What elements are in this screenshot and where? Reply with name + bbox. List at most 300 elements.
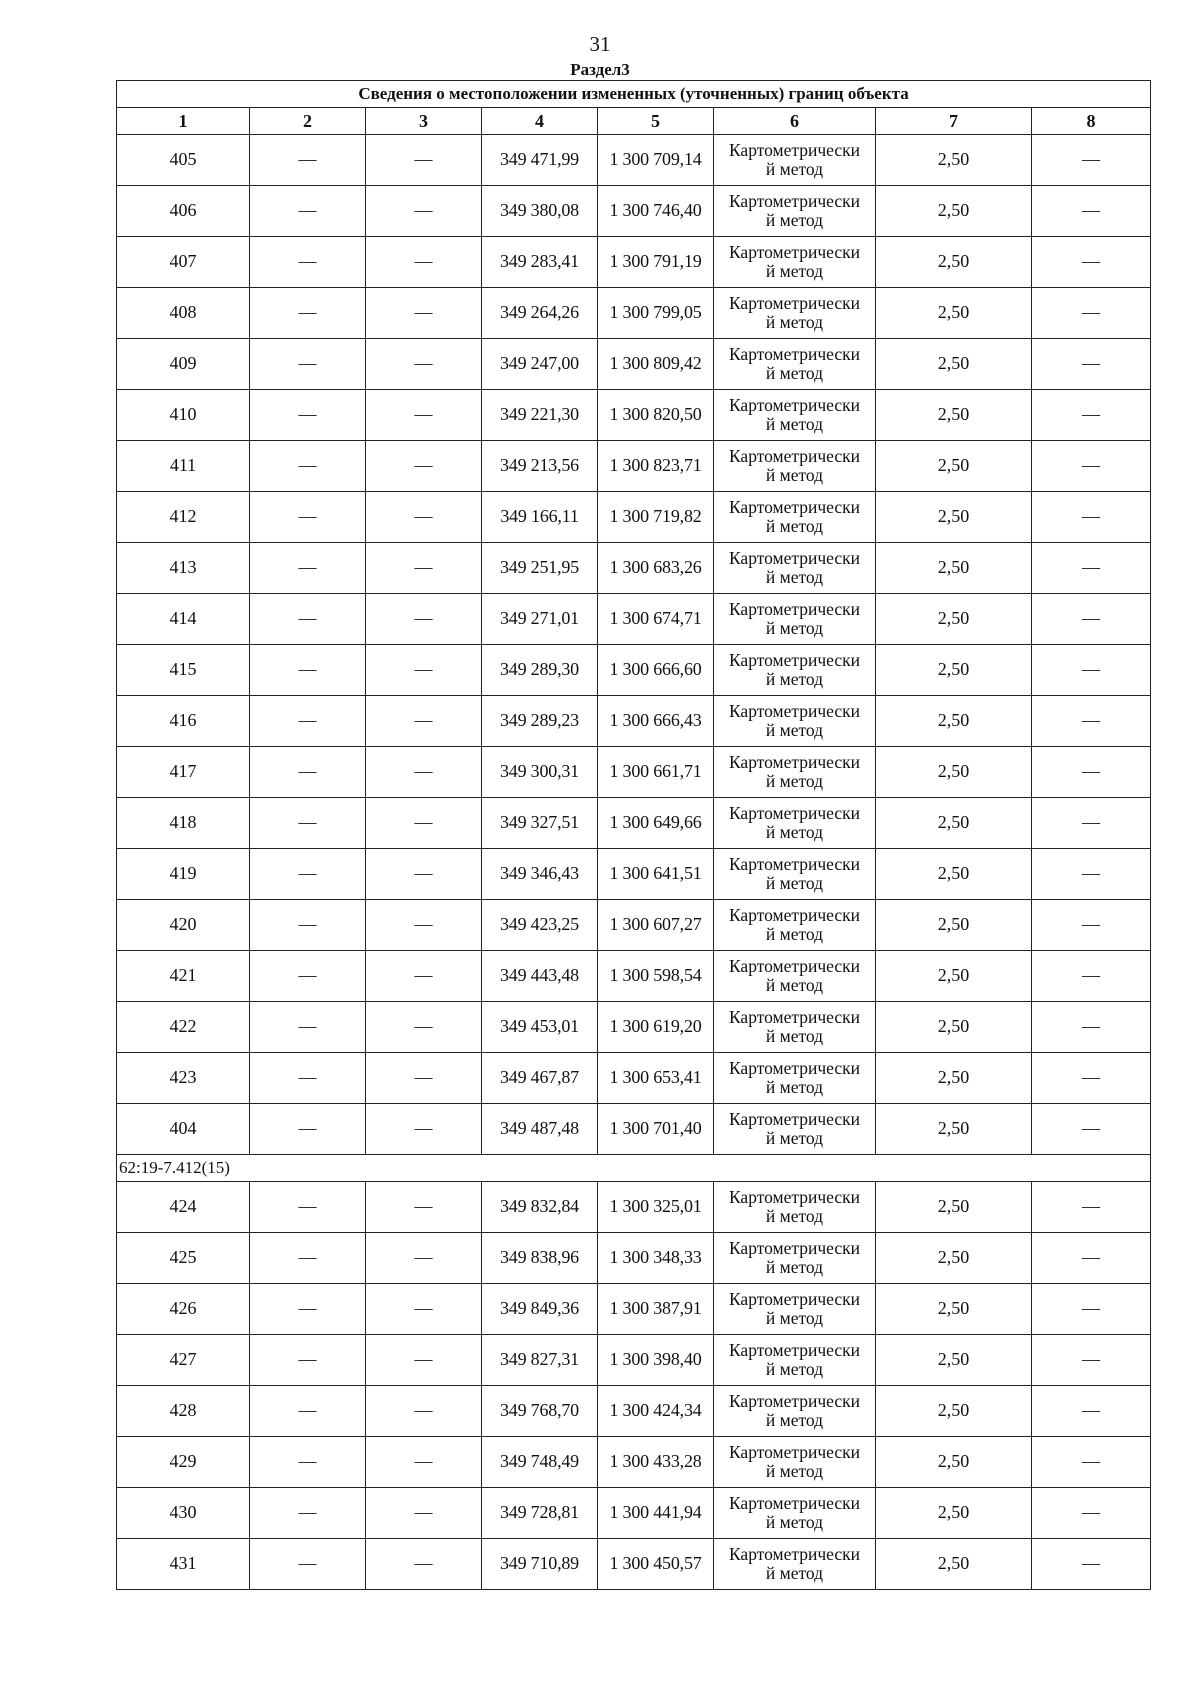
description-cell: — — [1032, 1386, 1151, 1437]
method-line-2: й метод — [765, 1512, 824, 1532]
accuracy-cell: 2,50 — [876, 747, 1032, 798]
table-row — [117, 543, 1151, 594]
method-line-2: й метод — [765, 1308, 824, 1328]
new-x-cell: 349 849,36 — [482, 1284, 598, 1335]
method-line-1: Картометрически — [728, 1237, 861, 1258]
method-line-2: й метод — [765, 261, 824, 281]
old-y-cell: — — [366, 1233, 482, 1284]
method-cell — [714, 186, 876, 237]
new-x-cell: 349 443,48 — [482, 951, 598, 1002]
point-number-cell: 424 — [117, 1182, 250, 1233]
table-row — [117, 798, 1151, 849]
old-x-cell: — — [250, 1233, 366, 1284]
description-cell: — — [1032, 645, 1151, 696]
column-number: 7 — [876, 108, 1032, 135]
method-line-2: й метод — [765, 1563, 824, 1583]
new-y-cell: 1 300 820,50 — [598, 390, 714, 441]
old-x-cell: — — [250, 951, 366, 1002]
new-x-cell: 349 453,01 — [482, 1002, 598, 1053]
old-x-cell: — — [250, 492, 366, 543]
description-cell: — — [1032, 288, 1151, 339]
point-number-cell: 414 — [117, 594, 250, 645]
table-row — [117, 186, 1151, 237]
description-cell: — — [1032, 1053, 1151, 1104]
accuracy-cell: 2,50 — [876, 135, 1032, 186]
method-cell — [714, 1182, 876, 1233]
description-cell: — — [1032, 849, 1151, 900]
accuracy-cell: 2,50 — [876, 1335, 1032, 1386]
old-x-cell: — — [250, 594, 366, 645]
accuracy-cell: 2,50 — [876, 186, 1032, 237]
description-cell: — — [1032, 1539, 1151, 1590]
point-number-cell: 422 — [117, 1002, 250, 1053]
point-number-cell: 419 — [117, 849, 250, 900]
old-y-cell: — — [366, 1488, 482, 1539]
new-x-cell: 349 710,89 — [482, 1539, 598, 1590]
table-row — [117, 645, 1151, 696]
method-cell — [714, 798, 876, 849]
table-row — [117, 1386, 1151, 1437]
method-cell — [714, 288, 876, 339]
new-x-cell: 349 380,08 — [482, 186, 598, 237]
description-cell: — — [1032, 492, 1151, 543]
method-cell — [714, 696, 876, 747]
method-cell — [714, 1437, 876, 1488]
description-cell: — — [1032, 1002, 1151, 1053]
method-line-2: й метод — [765, 720, 824, 740]
old-x-cell: — — [250, 288, 366, 339]
method-line-1: Картометрически — [728, 1492, 861, 1513]
accuracy-cell: 2,50 — [876, 543, 1032, 594]
group-label: 62:19-7.412(15) — [117, 1155, 1151, 1182]
old-y-cell: — — [366, 1053, 482, 1104]
old-y-cell: — — [366, 1002, 482, 1053]
accuracy-cell: 2,50 — [876, 1284, 1032, 1335]
old-y-cell: — — [366, 747, 482, 798]
old-x-cell: — — [250, 339, 366, 390]
point-number-cell: 431 — [117, 1539, 250, 1590]
method-cell — [714, 1488, 876, 1539]
method-line-1: Картометрически — [728, 649, 861, 670]
old-x-cell: — — [250, 441, 366, 492]
table-row — [117, 492, 1151, 543]
point-number-cell: 429 — [117, 1437, 250, 1488]
method-cell — [714, 1002, 876, 1053]
method-cell — [714, 594, 876, 645]
table-row — [117, 288, 1151, 339]
old-y-cell: — — [366, 951, 482, 1002]
method-cell — [714, 747, 876, 798]
accuracy-cell: 2,50 — [876, 696, 1032, 747]
old-y-cell: — — [366, 492, 482, 543]
new-y-cell: 1 300 433,28 — [598, 1437, 714, 1488]
description-cell: — — [1032, 1104, 1151, 1155]
method-line-1: Картометрически — [728, 751, 861, 772]
column-number: 5 — [598, 108, 714, 135]
accuracy-cell: 2,50 — [876, 1104, 1032, 1155]
method-cell — [714, 1053, 876, 1104]
description-cell: — — [1032, 1182, 1151, 1233]
new-y-cell: 1 300 441,94 — [598, 1488, 714, 1539]
table-row — [117, 696, 1151, 747]
table-row — [117, 390, 1151, 441]
method-line-1: Картометрически — [728, 853, 861, 874]
point-number-cell: 420 — [117, 900, 250, 951]
old-x-cell: — — [250, 1104, 366, 1155]
description-cell: — — [1032, 798, 1151, 849]
old-y-cell: — — [366, 1539, 482, 1590]
method-line-1: Картометрически — [728, 343, 861, 364]
new-x-cell: 349 264,26 — [482, 288, 598, 339]
new-y-cell: 1 300 450,57 — [598, 1539, 714, 1590]
method-line-1: Картометрически — [728, 394, 861, 415]
point-number-cell: 405 — [117, 135, 250, 186]
point-number-cell: 411 — [117, 441, 250, 492]
accuracy-cell: 2,50 — [876, 1539, 1032, 1590]
old-x-cell: — — [250, 1335, 366, 1386]
column-number: 2 — [250, 108, 366, 135]
new-x-cell: 349 832,84 — [482, 1182, 598, 1233]
old-x-cell: — — [250, 645, 366, 696]
old-x-cell: — — [250, 798, 366, 849]
point-number-cell: 425 — [117, 1233, 250, 1284]
point-number-cell: 416 — [117, 696, 250, 747]
method-cell — [714, 900, 876, 951]
table-caption-row — [117, 81, 1151, 108]
table-row — [117, 339, 1151, 390]
method-cell — [714, 492, 876, 543]
method-line-2: й метод — [765, 363, 824, 383]
table-row — [117, 1002, 1151, 1053]
method-cell — [714, 390, 876, 441]
new-y-cell: 1 300 641,51 — [598, 849, 714, 900]
old-y-cell: — — [366, 645, 482, 696]
method-line-1: Картометрически — [728, 241, 861, 262]
table-row — [117, 441, 1151, 492]
old-y-cell: — — [366, 441, 482, 492]
point-number-cell: 406 — [117, 186, 250, 237]
point-number-cell: 415 — [117, 645, 250, 696]
old-y-cell: — — [366, 594, 482, 645]
table-row — [117, 1539, 1151, 1590]
accuracy-cell: 2,50 — [876, 645, 1032, 696]
accuracy-cell: 2,50 — [876, 390, 1032, 441]
point-number-cell: 407 — [117, 237, 250, 288]
old-x-cell: — — [250, 1284, 366, 1335]
description-cell: — — [1032, 441, 1151, 492]
new-y-cell: 1 300 387,91 — [598, 1284, 714, 1335]
accuracy-cell: 2,50 — [876, 288, 1032, 339]
new-y-cell: 1 300 398,40 — [598, 1335, 714, 1386]
method-line-1: Картометрически — [728, 1543, 861, 1564]
table-row — [117, 1488, 1151, 1539]
description-cell: — — [1032, 900, 1151, 951]
new-y-cell: 1 300 348,33 — [598, 1233, 714, 1284]
old-x-cell: — — [250, 849, 366, 900]
method-line-1: Картометрически — [728, 496, 861, 517]
new-y-cell: 1 300 719,82 — [598, 492, 714, 543]
accuracy-cell: 2,50 — [876, 798, 1032, 849]
method-cell — [714, 1335, 876, 1386]
old-y-cell: — — [366, 288, 482, 339]
accuracy-cell: 2,50 — [876, 951, 1032, 1002]
method-line-1: Картометрически — [728, 445, 861, 466]
method-line-2: й метод — [765, 924, 824, 944]
new-y-cell: 1 300 325,01 — [598, 1182, 714, 1233]
method-line-1: Картометрически — [728, 1288, 861, 1309]
description-cell: — — [1032, 543, 1151, 594]
old-y-cell: — — [366, 696, 482, 747]
method-cell — [714, 543, 876, 594]
method-line-2: й метод — [765, 312, 824, 332]
accuracy-cell: 2,50 — [876, 1053, 1032, 1104]
old-y-cell: — — [366, 390, 482, 441]
new-x-cell: 349 271,01 — [482, 594, 598, 645]
method-line-2: й метод — [765, 975, 824, 995]
method-cell — [714, 1104, 876, 1155]
new-x-cell: 349 471,99 — [482, 135, 598, 186]
table-row — [117, 900, 1151, 951]
old-y-cell: — — [366, 900, 482, 951]
method-cell — [714, 441, 876, 492]
description-cell: — — [1032, 1437, 1151, 1488]
description-cell: — — [1032, 135, 1151, 186]
accuracy-cell: 2,50 — [876, 492, 1032, 543]
new-x-cell: 349 423,25 — [482, 900, 598, 951]
method-cell — [714, 645, 876, 696]
point-number-cell: 417 — [117, 747, 250, 798]
old-y-cell: — — [366, 798, 482, 849]
method-line-2: й метод — [765, 1359, 824, 1379]
method-line-2: й метод — [765, 516, 824, 536]
new-x-cell: 349 768,70 — [482, 1386, 598, 1437]
old-x-cell: — — [250, 1437, 366, 1488]
new-y-cell: 1 300 607,27 — [598, 900, 714, 951]
accuracy-cell: 2,50 — [876, 339, 1032, 390]
new-x-cell: 349 300,31 — [482, 747, 598, 798]
old-x-cell: — — [250, 696, 366, 747]
table-row — [117, 1437, 1151, 1488]
accuracy-cell: 2,50 — [876, 1386, 1032, 1437]
new-x-cell: 349 748,49 — [482, 1437, 598, 1488]
section-title: Раздел3 — [570, 60, 630, 79]
old-y-cell: — — [366, 1182, 482, 1233]
description-cell: — — [1032, 1233, 1151, 1284]
method-line-2: й метод — [765, 1026, 824, 1046]
new-y-cell: 1 300 799,05 — [598, 288, 714, 339]
point-number-cell: 427 — [117, 1335, 250, 1386]
new-x-cell: 349 221,30 — [482, 390, 598, 441]
method-line-2: й метод — [765, 1410, 824, 1430]
table-row — [117, 951, 1151, 1002]
new-y-cell: 1 300 424,34 — [598, 1386, 714, 1437]
description-cell: — — [1032, 594, 1151, 645]
new-y-cell: 1 300 666,43 — [598, 696, 714, 747]
method-line-1: Картометрически — [728, 139, 861, 160]
method-line-1: Картометрически — [728, 598, 861, 619]
old-x-cell: — — [250, 1539, 366, 1590]
old-x-cell: — — [250, 1002, 366, 1053]
new-x-cell: 349 346,43 — [482, 849, 598, 900]
method-cell — [714, 1539, 876, 1590]
table-row — [117, 1104, 1151, 1155]
old-x-cell: — — [250, 1488, 366, 1539]
description-cell: — — [1032, 1488, 1151, 1539]
table-row — [117, 1053, 1151, 1104]
new-y-cell: 1 300 661,71 — [598, 747, 714, 798]
point-number-cell: 418 — [117, 798, 250, 849]
accuracy-cell: 2,50 — [876, 237, 1032, 288]
table-row — [117, 1284, 1151, 1335]
table-row — [117, 237, 1151, 288]
method-line-2: й метод — [765, 210, 824, 230]
new-y-cell: 1 300 674,71 — [598, 594, 714, 645]
method-line-2: й метод — [765, 567, 824, 587]
old-x-cell: — — [250, 237, 366, 288]
old-x-cell: — — [250, 390, 366, 441]
method-line-2: й метод — [765, 1128, 824, 1148]
method-line-1: Картометрически — [728, 190, 861, 211]
table-row — [117, 594, 1151, 645]
point-number-cell: 408 — [117, 288, 250, 339]
column-number: 1 — [117, 108, 250, 135]
method-line-1: Картометрически — [728, 1339, 861, 1360]
old-x-cell: — — [250, 1053, 366, 1104]
new-y-cell: 1 300 823,71 — [598, 441, 714, 492]
accuracy-cell: 2,50 — [876, 1182, 1032, 1233]
new-x-cell: 349 289,23 — [482, 696, 598, 747]
method-line-2: й метод — [765, 465, 824, 485]
description-cell: — — [1032, 1335, 1151, 1386]
new-y-cell: 1 300 709,14 — [598, 135, 714, 186]
boundary-table — [116, 80, 1151, 1590]
table-row — [117, 1182, 1151, 1233]
old-x-cell: — — [250, 135, 366, 186]
table-row — [117, 1335, 1151, 1386]
method-line-1: Картометрически — [728, 700, 861, 721]
new-x-cell: 349 728,81 — [482, 1488, 598, 1539]
new-y-cell: 1 300 791,19 — [598, 237, 714, 288]
method-line-1: Картометрически — [728, 904, 861, 925]
method-line-1: Картометрически — [728, 1006, 861, 1027]
method-cell — [714, 1386, 876, 1437]
method-line-1: Картометрически — [728, 1390, 861, 1411]
old-x-cell: — — [250, 543, 366, 594]
method-line-2: й метод — [765, 822, 824, 842]
method-line-2: й метод — [765, 669, 824, 689]
method-cell — [714, 1284, 876, 1335]
method-line-2: й метод — [765, 159, 824, 179]
accuracy-cell: 2,50 — [876, 849, 1032, 900]
page-number: 31 — [589, 32, 611, 56]
column-number: 6 — [714, 108, 876, 135]
method-line-1: Картометрически — [728, 1108, 861, 1129]
method-line-2: й метод — [765, 414, 824, 434]
accuracy-cell: 2,50 — [876, 1002, 1032, 1053]
method-line-2: й метод — [765, 771, 824, 791]
method-cell — [714, 1233, 876, 1284]
method-line-2: й метод — [765, 873, 824, 893]
new-x-cell: 349 247,00 — [482, 339, 598, 390]
new-y-cell: 1 300 683,26 — [598, 543, 714, 594]
new-x-cell: 349 827,31 — [482, 1335, 598, 1386]
new-x-cell: 349 838,96 — [482, 1233, 598, 1284]
method-line-1: Картометрически — [728, 1057, 861, 1078]
new-x-cell: 349 283,41 — [482, 237, 598, 288]
old-y-cell: — — [366, 849, 482, 900]
method-cell — [714, 951, 876, 1002]
table-row — [117, 849, 1151, 900]
point-number-cell: 413 — [117, 543, 250, 594]
method-line-2: й метод — [765, 1257, 824, 1277]
accuracy-cell: 2,50 — [876, 1488, 1032, 1539]
new-x-cell: 349 213,56 — [482, 441, 598, 492]
old-y-cell: — — [366, 237, 482, 288]
new-y-cell: 1 300 666,60 — [598, 645, 714, 696]
method-line-1: Картометрически — [728, 802, 861, 823]
old-y-cell: — — [366, 1104, 482, 1155]
old-x-cell: — — [250, 186, 366, 237]
description-cell: — — [1032, 1284, 1151, 1335]
column-number-row — [117, 108, 1151, 135]
point-number-cell: 421 — [117, 951, 250, 1002]
description-cell: — — [1032, 339, 1151, 390]
method-line-2: й метод — [765, 1461, 824, 1481]
old-x-cell: — — [250, 900, 366, 951]
point-number-cell: 428 — [117, 1386, 250, 1437]
new-x-cell: 349 289,30 — [482, 645, 598, 696]
description-cell: — — [1032, 747, 1151, 798]
accuracy-cell: 2,50 — [876, 1437, 1032, 1488]
column-number: 3 — [366, 108, 482, 135]
accuracy-cell: 2,50 — [876, 594, 1032, 645]
description-cell: — — [1032, 186, 1151, 237]
new-x-cell: 349 166,11 — [482, 492, 598, 543]
accuracy-cell: 2,50 — [876, 900, 1032, 951]
old-y-cell: — — [366, 543, 482, 594]
table-row — [117, 747, 1151, 798]
point-number-cell: 404 — [117, 1104, 250, 1155]
column-number: 8 — [1032, 108, 1151, 135]
old-y-cell: — — [366, 1437, 482, 1488]
new-y-cell: 1 300 649,66 — [598, 798, 714, 849]
table-caption: Сведения о местоположении измененных (уточненных) границ объекта — [117, 81, 1151, 108]
point-number-cell: 423 — [117, 1053, 250, 1104]
group-row — [117, 1155, 1151, 1182]
point-number-cell: 426 — [117, 1284, 250, 1335]
old-y-cell: — — [366, 1284, 482, 1335]
description-cell: — — [1032, 951, 1151, 1002]
new-x-cell: 349 487,48 — [482, 1104, 598, 1155]
method-cell — [714, 135, 876, 186]
method-line-2: й метод — [765, 1206, 824, 1226]
old-y-cell: — — [366, 135, 482, 186]
accuracy-cell: 2,50 — [876, 441, 1032, 492]
point-number-cell: 409 — [117, 339, 250, 390]
new-y-cell: 1 300 619,20 — [598, 1002, 714, 1053]
new-y-cell: 1 300 809,42 — [598, 339, 714, 390]
point-number-cell: 430 — [117, 1488, 250, 1539]
old-x-cell: — — [250, 747, 366, 798]
old-x-cell: — — [250, 1182, 366, 1233]
method-cell — [714, 237, 876, 288]
method-cell — [714, 849, 876, 900]
old-y-cell: — — [366, 1335, 482, 1386]
column-number: 4 — [482, 108, 598, 135]
old-y-cell: — — [366, 186, 482, 237]
table-row — [117, 1233, 1151, 1284]
old-y-cell: — — [366, 1386, 482, 1437]
